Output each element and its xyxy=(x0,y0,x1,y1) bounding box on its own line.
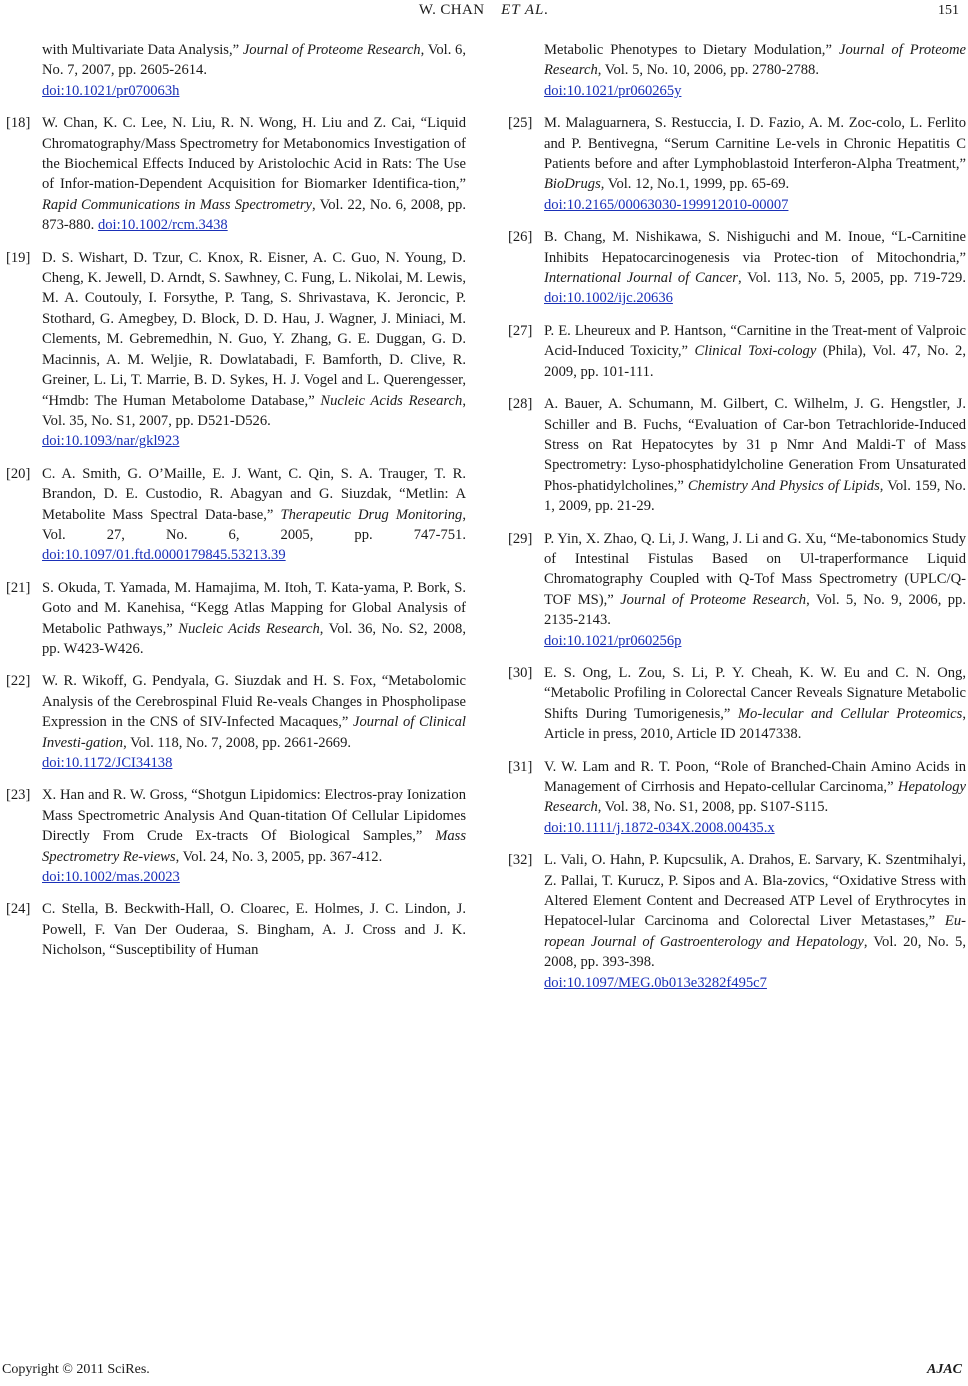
doi-link[interactable]: doi:10.2165/00063030-199912010-00007 xyxy=(544,196,789,213)
reference-volume-pages: , Article in press, 2010, Article ID 20147338. xyxy=(544,705,966,743)
reference-number: [28] xyxy=(508,396,533,413)
reference-entry xyxy=(508,227,966,309)
reference-authors-title: W. Chan, K. C. Lee, N. Liu, R. N. Wong, H. Liu and Z. Cai, “Liquid Chromatography/Mass Spectrometry for Metabonomics Investigation of the Biochemical Effects Induced by Aristolochic Acid in Rats: The Use of Infor-mation-Dependent Acquisition for Biomarker Identifica-tion,” xyxy=(42,115,466,193)
doi-link[interactable]: doi:10.1002/mas.20023 xyxy=(42,869,180,886)
reference-authors-title: V. W. Lam and R. T. Poon, “Role of Branched-Chain Amino Acids in Management of Cirrhosis and Hepato-cellular Carcinoma,” xyxy=(544,758,966,795)
reference-entry xyxy=(6,248,466,452)
doi-link[interactable]: doi:10.1021/pr060265y xyxy=(544,82,682,99)
reference-entry xyxy=(508,321,966,382)
reference-number: [19] xyxy=(6,249,31,266)
reference-authors-title: X. Han and R. W. Gross, “Shotgun Lipidomics: Electros-pray Ionization Mass Spectrometric Analysis And Quan-titation Of Cellular Lipidomes Directly From Crude Ex-tracts Of Biological Samples,” xyxy=(42,787,466,845)
reference-volume-pages: , Vol. 24, No. 3, 2005, pp. 367-412. xyxy=(175,848,383,865)
reference-number: [20] xyxy=(6,465,31,482)
reference-volume-pages: , Vol. 12, No.1, 1999, pp. 65-69. xyxy=(600,176,790,193)
reference-text xyxy=(42,40,466,101)
reference-text xyxy=(544,321,966,382)
reference-entry xyxy=(508,850,966,993)
reference-text xyxy=(42,464,466,566)
reference-continuation xyxy=(6,40,466,101)
reference-authors-title: P. E. Lheureux and P. Hantson, “Carnitine in the Treat-ment of Valproic Acid-Induced Toxicity,” xyxy=(544,322,966,360)
reference-volume-pages: , Vol. 38, No. S1, 2008, pp. S107-S115. xyxy=(597,799,829,816)
reference-authors-title: C. A. Smith, G. O’Maille, E. J. Want, C. Qin, S. A. Trauger, T. R. Brandon, D. E. Custodio, R. Abagyan and G. Siuzdak, “Metlin: A Metabolite Mass Spectral Data-base,” xyxy=(42,465,466,523)
reference-journal: Nucleic Acids Research xyxy=(320,392,463,409)
reference-number: [23] xyxy=(6,787,31,804)
running-title xyxy=(0,2,968,19)
reference-entry xyxy=(508,113,966,215)
doi-link[interactable]: doi:10.1021/pr060256p xyxy=(544,632,682,649)
reference-entry xyxy=(6,899,466,960)
reference-number: [27] xyxy=(508,322,533,339)
reference-text xyxy=(42,248,466,452)
doi-link[interactable]: doi:10.1021/pr070063h xyxy=(42,82,180,99)
reference-journal: Mass Spectrometry Re-views xyxy=(42,828,466,865)
journal-abbreviation: AJAC xyxy=(926,1362,962,1377)
reference-journal: Mo-lecular and Cellular Proteomics xyxy=(737,705,963,722)
reference-number: [21] xyxy=(6,579,31,596)
reference-authors-title: L. Vali, O. Hahn, P. Kupcsulik, A. Drahos, E. Sarvary, K. Szentmihalyi, Z. Pallai, T. Kurucz, P. Sipos and A. Bla-zovics, “Oxidative Stress with Altered Element Content and Decreased ATP Level of Erythrocytes in Hepatocel-lular Carcinoma and Colorectal Liver Metastases,” xyxy=(544,852,966,930)
reference-journal: Hepatology Research xyxy=(544,779,966,816)
reference-authors-title: A. Bauer, A. Schumann, M. Gilbert, C. Wilhelm, J. G. Hengstler, J. Schiller and B. Fuchs, “Evaluation of Car-bon Tetrachloride-Induced Stress on Rat Hepatocytes by 31 p Nmr And Maldi-T of Mass Spectrometry: Lyso-phosphatidylcholine Generation From Unsaturated Phos-phatidylcholines,” xyxy=(544,396,966,494)
reference-text xyxy=(544,40,966,101)
running-title-author: W. CHAN xyxy=(418,2,485,18)
copyright-notice: Copyright © 2011 SciRes. xyxy=(2,1362,150,1377)
doi-link[interactable]: doi:10.1097/MEG.0b013e3282f495c7 xyxy=(544,974,767,991)
doi-link[interactable]: doi:10.1172/JCI34138 xyxy=(42,755,173,771)
reference-number: [30] xyxy=(508,664,533,681)
reference-number: [22] xyxy=(6,673,31,690)
reference-entry xyxy=(6,785,466,887)
reference-continuation xyxy=(508,40,966,101)
reference-column-right xyxy=(508,40,966,1005)
page-footer xyxy=(0,1362,968,1382)
reference-number: [25] xyxy=(508,115,533,132)
reference-authors-title: B. Chang, M. Nishikawa, S. Nishiguchi and M. Inoue, “L-Carnitine Inhibits Hepatocarcinogenesis via Protec-tion of Mitochondria,” xyxy=(544,229,966,266)
reference-entry xyxy=(6,464,466,566)
reference-entry xyxy=(6,578,466,660)
reference-text xyxy=(544,529,966,651)
reference-authors-title: W. R. Wikoff, G. Pendyala, G. Siuzdak and H. S. Fox, “Metabolomic Analysis of the Cerebrospinal Fluid Re-veals Changes in Phospholipase Expression in the CNS of SIV-Infected Macaques,” xyxy=(42,673,466,731)
reference-journal: BioDrugs xyxy=(544,176,601,193)
reference-volume-pages: , Vol. 6, No. 7, 2007, pp. 2605-2614. xyxy=(42,42,466,79)
running-title-et-al: ET AL. xyxy=(501,2,550,18)
reference-text xyxy=(544,227,966,309)
reference-number: [18] xyxy=(6,115,31,132)
reference-entry xyxy=(508,757,966,839)
reference-authors-title: M. Malaguarnera, S. Restuccia, I. D. Fazio, A. M. Zoc-colo, L. Ferlito and P. Bentivegna, “Serum Carnitine Le-vels in Chronic Hepatitis C Patients before and after Lymphoblastoid Interferon-Alpha Treatment,” xyxy=(544,115,966,173)
reference-authors-title: D. S. Wishart, D. Tzur, C. Knox, R. Eisner, A. C. Guo, N. Young, D. Cheng, K. Jewell, D. Arndt, S. Sawhney, C. Fung, L. Nikolai, M. Lewis, M. A. Coutouly, I. Forsythe, P. Tang, S. Shrivastava, K. Jeroncic, P. Stothard, G. Amegbey, D. Block, D. D. Hau, J. Wagner, J. Miniaci, M. Clements, M. Gebremedhin, N. Guo, Y. Zhang, G. E. Duggan, G. D. Macinnis, A. M. Weljie, R. Dowlatabadi, F. Bamforth, D. Clive, R. Greiner, L. Li, T. Marrie, B. D. Sykes, H. J. Vogel and L. Querengesser, “Hmdb: The Human Metabolome Database,” xyxy=(42,249,466,409)
page-number: 151 xyxy=(938,3,959,18)
reference-journal: Journal of Proteome Research xyxy=(544,42,966,79)
reference-volume-pages: , Vol. 118, No. 7, 2008, pp. 2661-2669. xyxy=(123,734,352,751)
reference-text xyxy=(544,663,966,745)
reference-text xyxy=(544,757,966,839)
reference-volume-pages: , Vol. 5, No. 9, 2006, pp. 2135-2143. xyxy=(544,591,966,629)
reference-entry xyxy=(508,529,966,651)
reference-journal: Journal of Proteome Research xyxy=(242,42,421,58)
reference-text xyxy=(544,113,966,215)
reference-entry xyxy=(508,394,966,516)
reference-text xyxy=(42,899,466,960)
reference-volume-pages: , Vol. 27, No. 6, 2005, pp. 747-751. xyxy=(42,506,466,543)
reference-text xyxy=(42,113,466,235)
reference-authors-title: S. Okuda, T. Yamada, M. Hamajima, M. Itoh, T. Kata-yama, P. Bork, S. Goto and M. Kanehisa, “Kegg Atlas Mapping for Global Analysis of Metabolic Pathways,” xyxy=(42,579,466,637)
reference-authors-title: Metabolic Phenotypes to Dietary Modulation,” xyxy=(544,42,839,58)
page-header xyxy=(0,0,968,24)
reference-text xyxy=(544,850,966,993)
reference-volume-pages: , Vol. 22, No. 6, 2008, pp. 873-880. xyxy=(42,196,467,234)
reference-entry xyxy=(6,113,466,235)
reference-authors-title: E. S. Ong, L. Zou, S. Li, P. Y. Cheah, K. W. Eu and C. N. Ong, “Metabolic Profiling in Colorectal Cancer Reveals Signature Metabolic Shifts During Tumorigenesis,” xyxy=(544,664,966,722)
reference-text xyxy=(42,578,466,660)
reference-journal: Therapeutic Drug Monitoring xyxy=(280,506,463,523)
reference-volume-pages: , Vol. 113, No. 5, 2005, pp. 719-729. xyxy=(737,270,966,287)
reference-volume-pages: , Vol. 36, No. S2, 2008, pp. W423-W426. xyxy=(42,620,466,657)
reference-authors-title: P. Yin, X. Zhao, Q. Li, J. Wang, J. Li and G. Xu, “Me-tabonomics Study of Intestinal Fistulas Based on Ul-traperformance Liquid Chromatography Coupled with Q-Tof Mass Spectrometry (UPLC/Q-TOF MS),” xyxy=(544,530,966,608)
reference-number: [32] xyxy=(508,852,533,869)
reference-column-left xyxy=(6,40,466,973)
reference-volume-pages: , Vol. 159, No. 1, 2009, pp. 21-29. xyxy=(544,477,966,515)
reference-authors-title: with Multivariate Data Analysis,” xyxy=(42,42,243,58)
reference-volume-pages: , Vol. 35, No. S1, 2007, pp. D521-D526. xyxy=(42,392,466,429)
doi-link[interactable]: doi:10.1002/ijc.20636 xyxy=(544,290,673,307)
reference-number: [29] xyxy=(508,530,533,547)
reference-number: [26] xyxy=(508,229,533,246)
reference-text xyxy=(544,394,966,516)
reference-volume-pages: , Vol. 20, No. 5, 2008, pp. 393-398. xyxy=(544,933,966,971)
reference-entry xyxy=(6,671,466,773)
doi-link[interactable]: doi:10.1002/rcm.3438 xyxy=(97,217,228,234)
reference-number: [24] xyxy=(6,901,31,918)
reference-text xyxy=(42,785,466,887)
reference-volume-pages: (Phila), Vol. 47, No. 2, 2009, pp. 101-111. xyxy=(544,343,966,380)
reference-journal: Journal of Clinical Investi-gation xyxy=(42,714,466,751)
doi-link[interactable]: doi:10.1111/j.1872-034X.2008.00435.x xyxy=(544,819,775,836)
reference-journal: Clinical Toxi-cology xyxy=(694,343,817,360)
reference-entry xyxy=(508,663,966,745)
reference-journal: Rapid Communications in Mass Spectrometry xyxy=(42,196,313,213)
doi-link[interactable]: doi:10.1097/01.ftd.0000179845.53213.39 xyxy=(42,547,286,564)
reference-text xyxy=(42,671,466,773)
reference-journal: Chemistry And Physics of Lipids xyxy=(687,477,880,494)
reference-journal: Eu-ropean Journal of Gastroenterology and Hepatology xyxy=(544,913,966,950)
reference-journal: Nucleic Acids Research xyxy=(178,620,320,637)
reference-volume-pages: , Vol. 5, No. 10, 2006, pp. 2780-2788. xyxy=(597,62,819,79)
doi-link[interactable]: doi:10.1093/nar/gkl923 xyxy=(42,433,180,450)
reference-authors-title: C. Stella, B. Beckwith-Hall, O. Cloarec, E. Holmes, J. C. Lindon, J. Powell, F. Van Der Ouderaa, S. Bingham, A. J. Cross and J. K. Nicholson, “Susceptibility of Human xyxy=(42,901,466,959)
reference-journal: Journal of Proteome Research xyxy=(620,591,807,608)
reference-journal: International Journal of Cancer xyxy=(544,270,738,287)
reference-number: [31] xyxy=(508,758,533,775)
